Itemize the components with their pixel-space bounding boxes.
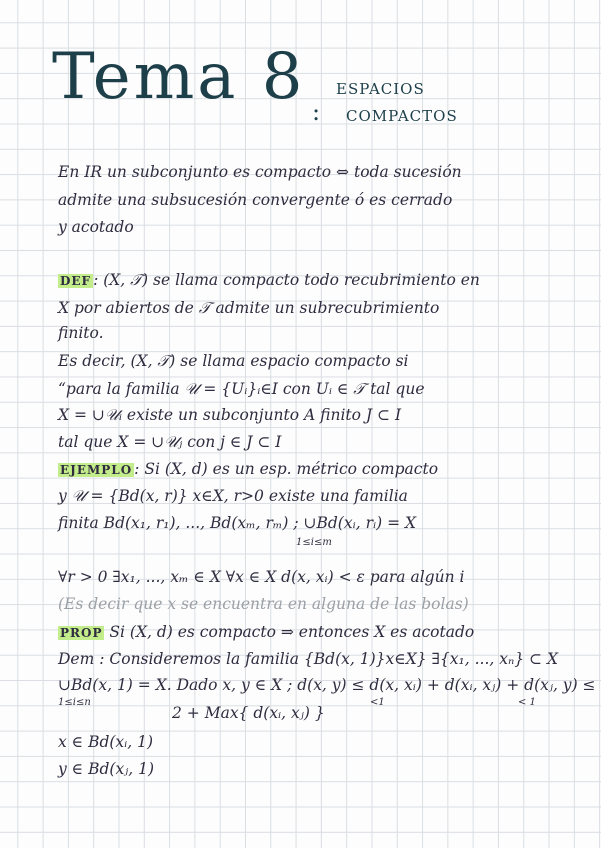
ejemplo-line-1: EJEMPLO : Si (X, d) es un esp. métrico compacto	[60, 460, 439, 478]
dem-line-1: Dem : Consideremos la familia {Bd(x, 1)}x∈X} ∃{x₁, ..., xₙ} ⊂ X	[58, 650, 558, 668]
forall-line: ∀r > 0 ∃x₁, ..., xₘ ∈ X ∀x ∈ X d(x, xᵢ) < ε para algún i	[58, 568, 465, 586]
prop-tag: PROP	[60, 626, 103, 640]
dem-sub-left: 1≤i≤n	[58, 697, 91, 708]
def-line-2: X por abiertos de 𝒯 admite un subrecubrimiento	[58, 299, 440, 317]
gray-line: (Es decir que x se encuentra en alguna de las bolas)	[58, 595, 469, 613]
prop-line: PROP Si (X, d) es compacto ⇒ entonces X es acotado	[60, 623, 475, 641]
dem-line-2: ∪Bd(x, 1) = X. Dado x, y ∈ X ; d(x, y) ≤ d(x, xᵢ) + d(xᵢ, xⱼ) + d(xⱼ, y) ≤	[58, 676, 596, 694]
def-line-1: DEF : (X, 𝒯) se llama compacto todo recubrimiento en	[60, 271, 480, 289]
dem-sub-mid: <1	[370, 697, 385, 708]
tail-line-1: x ∈ Bd(xᵢ, 1)	[58, 733, 154, 751]
esdecir-line-3: X = ∪𝒰ᵢ existe un subconjunto A finito J ⊂ I	[58, 406, 402, 424]
intro-line-3: y acotado	[58, 218, 134, 236]
title-sub-1: ESPACIOS	[336, 80, 425, 98]
page-title: Tema 8	[52, 40, 306, 114]
def-line-3: finito.	[58, 324, 104, 342]
title-sub-2: COMPACTOS	[346, 107, 458, 125]
title-colon: :	[312, 98, 321, 126]
def-tag: DEF	[60, 274, 92, 288]
ejemplo-union-sub: 1≤i≤m	[296, 537, 332, 548]
intro-line-2: admite una subsucesión convergente ó es cerrado	[58, 191, 453, 209]
tail-line-2: y ∈ Bd(xⱼ, 1)	[58, 760, 155, 778]
ejemplo-tag: EJEMPLO	[60, 463, 133, 477]
dem-sub-right: < 1	[518, 697, 536, 708]
esdecir-line-1: Es decir, (X, 𝒯) se llama espacio compacto si	[58, 352, 409, 370]
intro-line-1: En IR un subconjunto es compacto ⇔ toda sucesión	[58, 163, 462, 181]
esdecir-line-4: tal que X = ∪𝒰ⱼ con j ∈ J ⊂ I	[58, 433, 282, 451]
esdecir-line-2: “para la familia 𝒰 = {Uᵢ}ᵢ∈I con Uᵢ ∈ 𝒯 tal que	[58, 380, 425, 398]
ejemplo-line-2: y 𝒰 = {Bd(x, r)} x∈X, r>0 existe una familia	[58, 487, 408, 505]
ejemplo-line-3: finita Bd(x₁, r₁), ..., Bd(xₘ, rₘ) ; ∪Bd(xᵢ, rᵢ) = X	[58, 514, 417, 532]
dem-line-3: 2 + Max{ d(xᵢ, xⱼ) }	[172, 704, 325, 722]
